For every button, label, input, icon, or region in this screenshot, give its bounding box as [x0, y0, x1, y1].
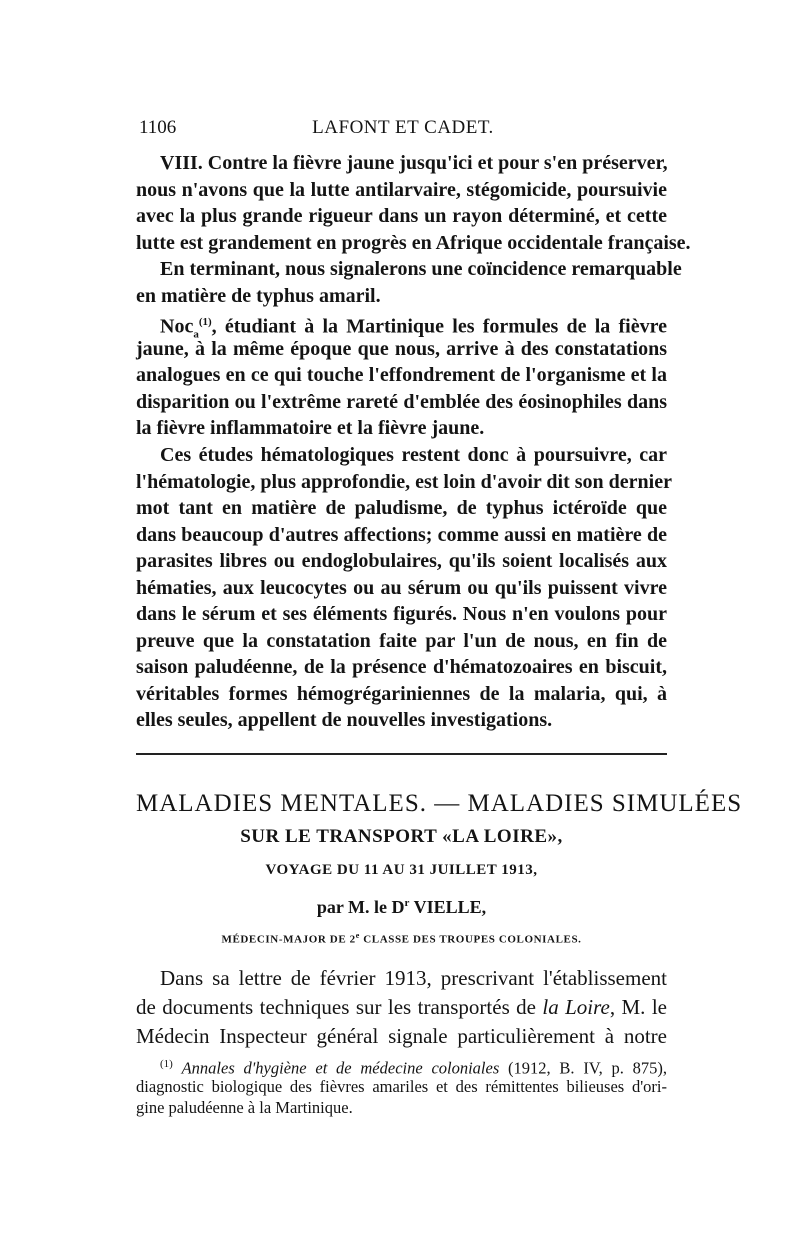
text-line: lutte est grandement en progrès en Afrique occidentale française.	[136, 231, 691, 254]
text-line: saison paludéenne, de la présence d'hématozoaires en biscuit,	[136, 656, 667, 678]
footnote-ref: (1)	[198, 316, 212, 328]
ship-name-italic: la Loire	[542, 995, 610, 1019]
text-line: Dans sa lettre de février 1913, prescrivant l'établissement	[160, 966, 667, 990]
text-line: elles seules, appellent de nouvelles investigations.	[136, 709, 553, 731]
page-number: 1106	[139, 117, 177, 138]
author-sup: r	[404, 897, 410, 909]
text-line: gine paludéenne à la Martinique.	[136, 1098, 353, 1117]
section-viii-paragraph	[136, 150, 691, 309]
intro-paragraph	[136, 964, 667, 1051]
section-divider	[136, 753, 667, 755]
text-line: mot tant en matière de paludisme, de typhus ictéroïde que	[136, 497, 667, 519]
text-line	[136, 1054, 667, 1076]
text-line: véritables formes hémogrégariniennes de la malaria, qui, à	[136, 682, 667, 705]
text-segment: , M. le	[609, 995, 667, 1019]
author-prefix: par M. le D	[316, 897, 405, 917]
text-line-rest: , étudiant à la Martinique les formules de la fièvre	[211, 315, 667, 338]
text-line	[136, 309, 667, 341]
author-name: VIELLE,	[409, 897, 487, 917]
article-author	[136, 897, 667, 918]
footnote	[136, 1054, 667, 1119]
text-line: hématies, aux leucocytes ou au sérum ou qu'ils puissent vivre	[136, 576, 667, 599]
text-line: Médecin Inspecteur général signale particulièrement à notre	[136, 1024, 667, 1048]
text-segment: (1912, B. IV, p. 875),	[499, 1058, 667, 1078]
text-line: En terminant, nous signalerons une coïncidence remarquable	[160, 258, 682, 280]
studies-paragraph	[136, 442, 672, 734]
text-line: dans le sérum et ses éléments figurés. Nous n'en voulons pour	[136, 603, 667, 625]
text-segment: de documents techniques sur les transportés de	[136, 995, 543, 1019]
text-line: preuve que la constatation faite par l'un de nous, en fin de	[136, 629, 667, 652]
footnote-marker: (1)	[160, 1058, 173, 1070]
text-line: la fièvre inflammatoire et la fièvre jaune.	[136, 417, 485, 439]
running-head	[139, 117, 667, 143]
text-line: analogues en ce qui touche l'effondrement de l'organisme et la	[136, 364, 667, 386]
author-role	[136, 931, 667, 946]
text-line: disparition ou l'extrême rareté d'emblée des éosinophiles dans	[136, 390, 667, 413]
role-prefix: MÉDECIN-MAJOR DE 2	[221, 933, 356, 946]
role-sup: e	[355, 931, 360, 940]
journal-title-italic: Annales d'hygiène et de médecine coloniales	[181, 1058, 500, 1078]
text-line: jaune, à la même époque que nous, arrive à des constatations	[136, 337, 667, 360]
text-line: parasites libres ou endoglobulaires, qu'ils soient localisés aux	[136, 550, 667, 572]
text-line: en matière de typhus amaril.	[136, 284, 381, 307]
text-line	[136, 993, 667, 1022]
text-line: l'hématologie, plus approfondie, est loin d'avoir dit son dernier	[136, 470, 672, 493]
noc-paragraph	[136, 309, 667, 442]
author-name-noc: Noc	[160, 315, 194, 338]
text-line: nous n'avons que la lutte antilarvaire, stégomicide, poursuivie	[136, 178, 667, 201]
text-line: dans beaucoup d'autres affections; comme aussi en matière de	[136, 523, 667, 546]
text-line: avec la plus grande rigueur dans un rayon déterminé, et cette	[136, 205, 667, 227]
text-line: diagnostic biologique des fièvres amariles et des rémittentes bilieuses d'ori-	[136, 1076, 667, 1096]
running-title: LAFONT ET CADET.	[312, 117, 494, 138]
role-rest: CLASSE DES TROUPES COLONIALES.	[359, 933, 582, 946]
article-subtitle: SUR LE TRANSPORT «LA LOIRE»,	[240, 826, 563, 847]
subscript-a: a	[193, 328, 199, 341]
article-title: MALADIES MENTALES. — MALADIES SIMULÉES	[136, 790, 743, 817]
text-line: VIII. Contre la fièvre jaune jusqu'ici et pour s'en préserver,	[160, 152, 668, 174]
article-voyage-dates: VOYAGE DU 11 AU 31 JUILLET 1913,	[265, 862, 538, 878]
text-line: Ces études hématologiques restent donc à poursuivre, car	[160, 444, 667, 466]
